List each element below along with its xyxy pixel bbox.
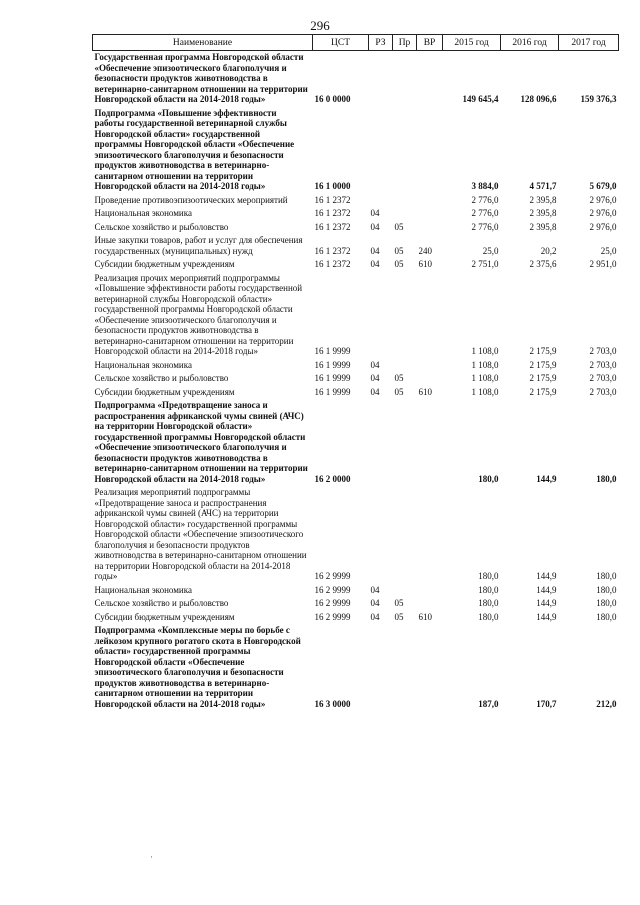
row-pr: 05 xyxy=(394,245,404,256)
row-rz xyxy=(369,272,393,359)
row-pr xyxy=(393,359,417,373)
row-pr xyxy=(393,584,417,598)
row-cst: 16 1 9999 xyxy=(314,373,351,383)
header-2016: 2016 год xyxy=(501,35,559,51)
row-2015: 3 884,0 xyxy=(471,181,499,191)
row-cst: 16 2 9999 xyxy=(314,584,351,595)
row-2015: 1 108,0 xyxy=(471,359,499,370)
row-rz xyxy=(369,399,393,486)
row-cst: 16 1 2372 xyxy=(314,194,351,205)
row-vr xyxy=(417,624,443,711)
row-2017: 180,0 xyxy=(596,473,617,484)
row-2016: 20,2 xyxy=(540,245,557,256)
row-pr: 05 xyxy=(394,598,404,608)
row-vr xyxy=(417,597,443,611)
table-row xyxy=(93,372,619,386)
row-2017: 2 703,0 xyxy=(589,359,617,370)
row-2015: 180,0 xyxy=(478,584,499,595)
row-name: Иные закупки товаров, работ и услуг для обеспечения государственных (муниципальных) нужд xyxy=(94,235,303,256)
row-name: Субсидии бюджетным учреждениям xyxy=(94,386,235,397)
row-vr: 610 xyxy=(418,259,432,269)
row-pr: 05 xyxy=(394,221,404,232)
table-row xyxy=(93,207,619,221)
row-2016: 144,9 xyxy=(536,611,557,622)
row-pr: 05 xyxy=(394,259,404,269)
table-row xyxy=(93,107,619,194)
header-pr: Пр xyxy=(393,35,417,51)
row-cst: 16 1 9999 xyxy=(314,386,351,397)
row-pr: 05 xyxy=(394,373,404,383)
row-rz xyxy=(369,194,393,208)
row-vr xyxy=(417,107,443,194)
row-2016: 144,9 xyxy=(536,571,557,581)
page-number: 296 xyxy=(310,18,330,33)
row-vr xyxy=(417,272,443,359)
row-name: Субсидии бюджетным учреждениям xyxy=(94,259,235,269)
row-name: Сельское хозяйство и рыболовство xyxy=(94,221,229,232)
row-rz xyxy=(369,624,393,711)
table-row xyxy=(93,611,619,625)
row-rz: 04 xyxy=(370,373,380,383)
row-2016: 2 175,9 xyxy=(529,359,557,370)
row-name: Реализация мероприятий подпрограммы «Предотвращение заноса и распространения африканской чумы свиней (АЧС) на территории Новгородской области» государственной программы Новгородской области «Обеспечение эпизоотического благополучия и безопасности продуктов животноводства в ветеринарно-санитарном отношении на территории Новгородской области на 2014-2018 годы» xyxy=(94,487,307,581)
table-row xyxy=(93,194,619,208)
row-cst: 16 2 9999 xyxy=(314,598,351,608)
row-2015: 180,0 xyxy=(478,473,499,484)
row-2016: 128 096,6 xyxy=(520,94,557,104)
header-2015: 2015 год xyxy=(443,35,501,51)
row-vr xyxy=(417,194,443,208)
row-2017: 2 951,0 xyxy=(589,259,617,269)
row-2015: 1 108,0 xyxy=(471,373,499,383)
row-2015: 180,0 xyxy=(478,571,499,581)
row-name: Субсидии бюджетным учреждениям xyxy=(94,611,235,622)
row-rz: 04 xyxy=(370,386,380,397)
row-2016: 144,9 xyxy=(536,584,557,595)
table-row xyxy=(93,399,619,486)
row-2016: 4 571,7 xyxy=(529,181,557,191)
row-pr: 05 xyxy=(394,611,404,622)
row-vr: 610 xyxy=(418,386,432,397)
row-2017: 2 976,0 xyxy=(589,194,617,205)
row-2017: 2 976,0 xyxy=(589,208,617,218)
row-vr xyxy=(417,399,443,486)
row-name: Сельское хозяйство и рыболовство xyxy=(94,598,229,608)
row-pr xyxy=(393,51,417,107)
row-cst: 16 1 2372 xyxy=(314,208,351,218)
row-2017: 2 703,0 xyxy=(589,386,617,397)
row-rz xyxy=(369,51,393,107)
row-rz: 04 xyxy=(370,245,380,256)
table-row xyxy=(93,584,619,598)
row-pr xyxy=(393,194,417,208)
row-vr: 610 xyxy=(418,611,432,622)
row-2017: 5 679,0 xyxy=(589,181,617,191)
row-name: Реализация прочих мероприятий подпрограммы «Повышение эффективности работы государственной ветеринарной службы Новгородской области» государственной программы Новгородской области «Обеспечение эпизоотического благополучия и безопасности продуктов животноводства в ветеринарно-санитарном отношении на территории Новгородской области на 2014-2018 годы» xyxy=(94,272,303,356)
row-cst: 16 2 9999 xyxy=(314,611,351,622)
row-2016: 144,9 xyxy=(536,598,557,608)
table-row xyxy=(93,234,619,258)
row-2017: 25,0 xyxy=(600,245,617,256)
row-2015: 1 108,0 xyxy=(471,346,499,356)
header-vr: ВР xyxy=(417,35,443,51)
row-name: Проведение противоэпизоотических мероприятий xyxy=(94,194,288,205)
row-2015: 180,0 xyxy=(478,611,499,622)
row-rz: 04 xyxy=(370,259,380,269)
row-cst: 16 1 2372 xyxy=(314,245,351,256)
header-row xyxy=(93,35,619,51)
table-row xyxy=(93,51,619,107)
row-2016: 2 395,8 xyxy=(529,194,557,205)
row-2017: 2 703,0 xyxy=(589,346,617,356)
table-row xyxy=(93,386,619,400)
row-2016: 2 395,8 xyxy=(529,221,557,232)
row-name: Подпрограмма «Повышение эффективности работы государственной ветеринарной службы Новгородской области» государственной программы Новгородской области «Обеспечение эпизоотического благополучия и безопасности продуктов животноводства в ветеринарно-санитарном отношении на территории Новгородской области на 2014-2018 годы» xyxy=(94,107,295,191)
row-rz: 04 xyxy=(370,584,380,595)
row-2015: 2 751,0 xyxy=(471,259,499,269)
header-cst: ЦСТ xyxy=(313,35,369,51)
row-rz xyxy=(369,486,393,584)
row-2017: 180,0 xyxy=(596,611,617,622)
scan-mark: · xyxy=(150,852,153,862)
row-2017: 2 976,0 xyxy=(589,221,617,232)
row-2016: 2 175,9 xyxy=(529,346,557,356)
row-2016: 2 175,9 xyxy=(529,386,557,397)
row-cst: 16 1 2372 xyxy=(314,259,351,269)
table-row xyxy=(93,624,619,711)
budget-table xyxy=(92,34,619,711)
row-2017: 212,0 xyxy=(596,698,617,709)
row-rz: 04 xyxy=(370,359,380,370)
row-vr xyxy=(417,51,443,107)
row-cst: 16 1 9999 xyxy=(314,359,351,370)
table-row xyxy=(93,486,619,584)
row-2017: 180,0 xyxy=(596,598,617,608)
header-name: Наименование xyxy=(93,35,313,51)
row-name: Подпрограмма «Предотвращение заноса и распространения африканской чумы свиней (АЧС) на территории Новгородской области» государственной программы Новгородской области «Обеспечение эпизоотического благополучия и безопасности продуктов животноводства в ветеринарно-санитарном отношении на территории Новгородской области на 2014-2018 годы» xyxy=(94,400,308,484)
table-row xyxy=(93,258,619,272)
row-2015: 2 776,0 xyxy=(471,221,499,232)
row-2017: 180,0 xyxy=(596,571,617,581)
row-vr xyxy=(417,584,443,598)
row-pr xyxy=(393,207,417,221)
row-name: Подпрограмма «Комплексные меры по борьбе с лейкозом крупного рогатого скота в Новгородской области» государственной программы Новгородской области «Обеспечение эпизоотического благополучия и безопасности продуктов животноводства в ветеринарно-санитарном отношении на территории Новгородской области на 2014-2018 годы» xyxy=(94,625,301,709)
row-2015: 25,0 xyxy=(482,245,499,256)
header-rz: РЗ xyxy=(369,35,393,51)
table-row xyxy=(93,597,619,611)
row-cst: 16 1 9999 xyxy=(314,346,351,356)
row-2015: 2 776,0 xyxy=(471,194,499,205)
row-name: Национальная экономика xyxy=(94,359,192,370)
header-2017: 2017 год xyxy=(559,35,619,51)
row-2015: 149 645,4 xyxy=(462,94,499,104)
table-row xyxy=(93,359,619,373)
row-name: Государственная программа Новгородской области «Обеспечение эпизоотического благополучия и безопасности продуктов животноводства в ветеринарно-санитарном отношении на территории Новгородской области на 2014-2018 годы» xyxy=(94,52,308,104)
table-row xyxy=(93,221,619,235)
row-vr xyxy=(417,221,443,235)
row-pr xyxy=(393,272,417,359)
row-2015: 180,0 xyxy=(478,598,499,608)
table-row xyxy=(93,272,619,359)
row-pr xyxy=(393,486,417,584)
row-pr xyxy=(393,107,417,194)
row-2017: 159 376,3 xyxy=(580,94,617,104)
row-2016: 170,7 xyxy=(536,698,557,709)
row-2016: 2 175,9 xyxy=(529,373,557,383)
row-vr xyxy=(417,207,443,221)
row-2015: 187,0 xyxy=(478,698,499,709)
row-vr: 240 xyxy=(418,245,432,256)
row-rz: 04 xyxy=(370,611,380,622)
row-pr xyxy=(393,399,417,486)
row-name: Национальная экономика xyxy=(94,208,192,218)
row-vr xyxy=(417,372,443,386)
row-2016: 144,9 xyxy=(536,473,557,484)
row-rz: 04 xyxy=(370,598,380,608)
row-vr xyxy=(417,486,443,584)
row-vr xyxy=(417,359,443,373)
row-2015: 2 776,0 xyxy=(471,208,499,218)
row-2016: 2 375,6 xyxy=(529,259,557,269)
row-rz xyxy=(369,107,393,194)
row-2017: 2 703,0 xyxy=(589,373,617,383)
row-rz: 04 xyxy=(370,221,380,232)
row-cst: 16 2 9999 xyxy=(314,571,351,581)
row-cst: 16 1 0000 xyxy=(314,181,351,191)
row-cst: 16 3 0000 xyxy=(314,698,351,709)
row-2017: 180,0 xyxy=(596,584,617,595)
row-cst: 16 1 2372 xyxy=(314,221,351,232)
row-2015: 1 108,0 xyxy=(471,386,499,397)
row-2016: 2 395,8 xyxy=(529,208,557,218)
row-name: Сельское хозяйство и рыболовство xyxy=(94,373,229,383)
row-rz: 04 xyxy=(370,208,380,218)
row-pr xyxy=(393,624,417,711)
row-cst: 16 0 0000 xyxy=(314,94,351,104)
row-cst: 16 2 0000 xyxy=(314,473,351,484)
row-name: Национальная экономика xyxy=(94,584,192,595)
row-pr: 05 xyxy=(394,386,404,397)
